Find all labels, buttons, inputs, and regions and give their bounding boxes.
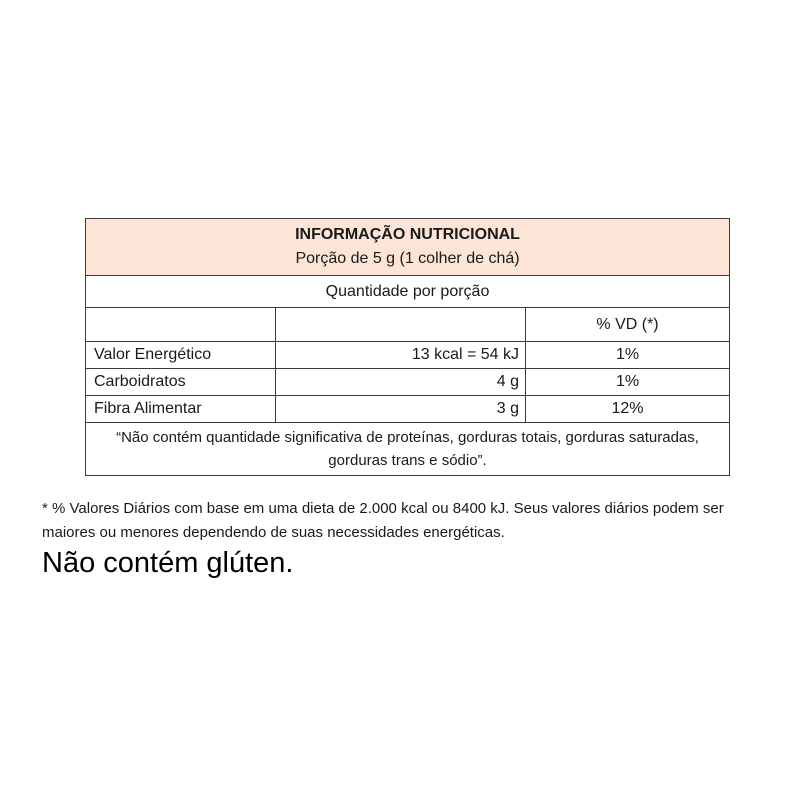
nutrient-vd: 12% [526, 396, 730, 423]
table-note: “Não contém quantidade significativa de proteínas, gorduras totais, gorduras saturadas, gorduras trans e sódio”. [86, 423, 730, 476]
daily-values-footnote: * % Valores Diários com base em uma dieta de 2.000 kcal ou 8400 kJ. Seus valores diários podem ser maiores ou menores dependendo de suas necessidades energéticas. [42, 500, 724, 541]
nutrient-vd: 1% [526, 342, 730, 369]
portion-size: Porção de 5 g (1 colher de chá) [295, 250, 520, 267]
blank-value-header [276, 308, 526, 342]
table-row [86, 369, 730, 396]
nutrient-name: Carboidratos [86, 369, 276, 396]
nutrient-name: Fibra Alimentar [86, 396, 276, 423]
column-header-row [86, 308, 730, 342]
table-header [86, 219, 730, 276]
quantity-label: Quantidade por porção [86, 276, 730, 308]
nutrient-value: 4 g [276, 369, 526, 396]
table-header-row [86, 219, 730, 276]
nutrition-facts-table [85, 218, 730, 476]
nutrient-vd: 1% [526, 369, 730, 396]
table-title: INFORMAÇÃO NUTRICIONAL [295, 226, 520, 243]
nutrient-value: 3 g [276, 396, 526, 423]
note-row [86, 423, 730, 476]
table-row [86, 396, 730, 423]
blank-name-header [86, 308, 276, 342]
table-row [86, 342, 730, 369]
vd-header: % VD (*) [526, 308, 730, 342]
nutrient-value: 13 kcal = 54 kJ [276, 342, 526, 369]
nutrient-name: Valor Energético [86, 342, 276, 369]
gluten-statement: Não contém glúten. [42, 547, 294, 579]
quantity-row [86, 276, 730, 308]
